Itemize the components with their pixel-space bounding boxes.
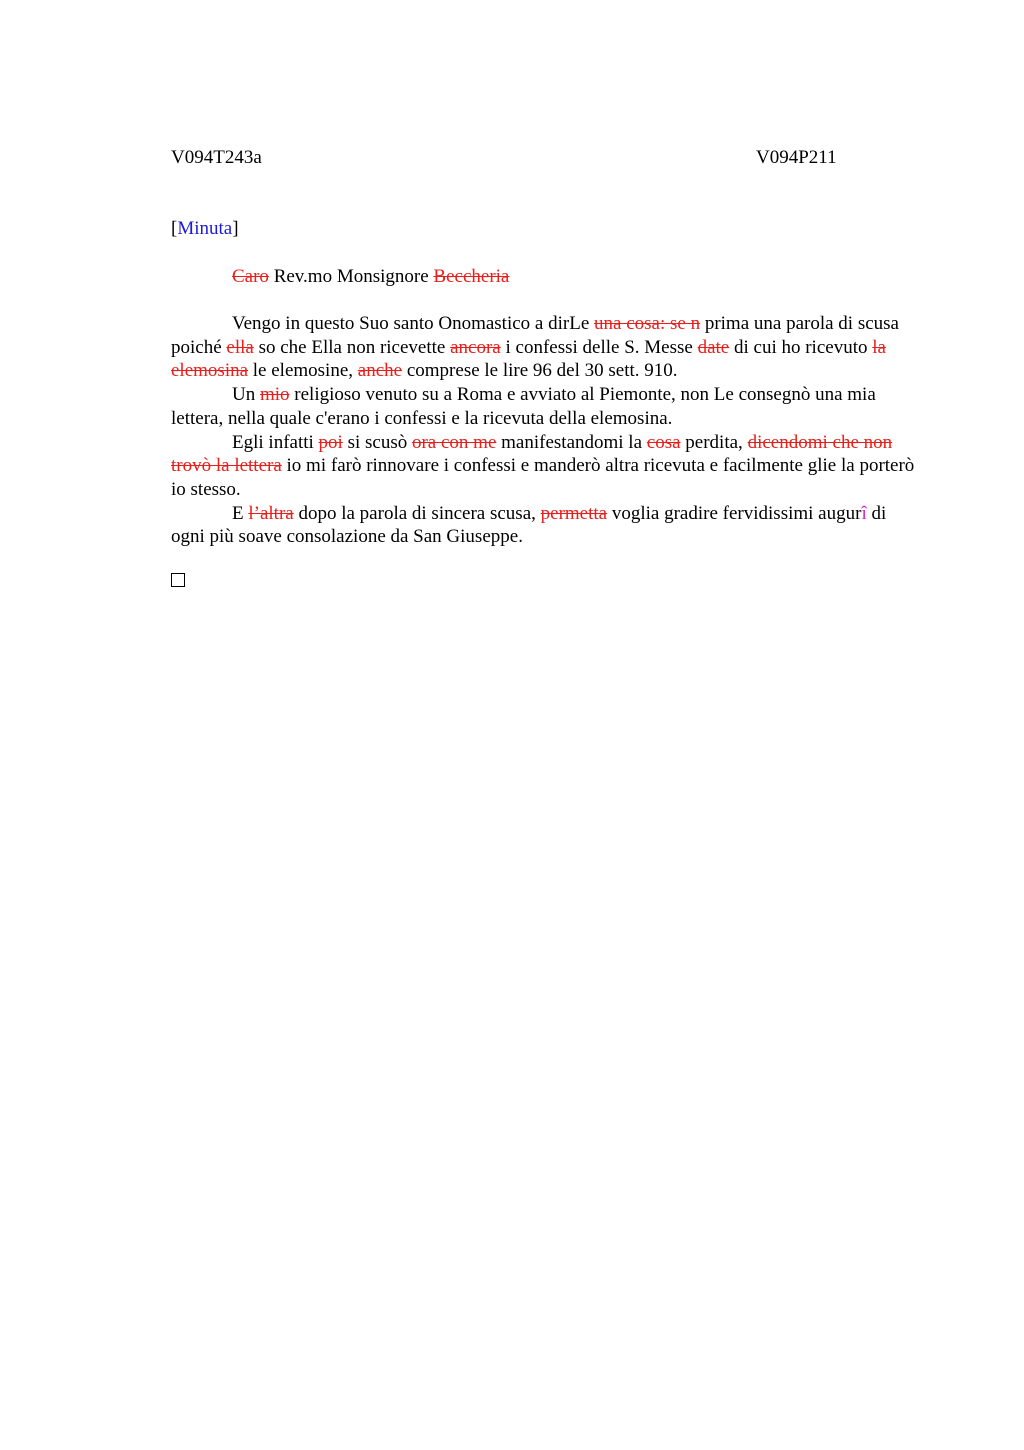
label-close-bracket: ] [232,218,239,239]
text-run: di cui ho ricevuto [729,336,873,358]
text-run: Vengo in questo Suo santo Onomastico a dirLe [232,313,595,334]
text-run: i confessi delle S. Messe [500,336,698,358]
deleted-text: permetta [540,502,608,524]
deleted-text: Beccheria [433,266,510,287]
label-word: Minuta [177,218,233,239]
deleted-text: Caro [232,266,269,287]
text-run: le elemosine, [248,360,358,382]
letter-body [171,312,923,549]
text-run: so che Ella non ricevette [253,336,451,358]
salutation-text: Rev.mo Monsignore [268,266,434,287]
deleted-text: poi [318,431,343,453]
text-run: dopo la parola di sincera scusa, [293,502,541,524]
text-run: di ogni più soave consolazione da San Giuseppe. [171,502,887,548]
document-page [171,146,923,587]
text-run: perdita, [680,431,748,453]
text-run: comprese le lire 96 del 30 sett. 910. [402,360,678,382]
end-mark-box-icon [171,573,185,587]
text-run: io mi farò rinnovare i confessi e manderò altra ricevuta e facilmente glie la porterò io stesso. [171,455,915,500]
text-run: religioso venuto su a Roma e avviato al Piemonte, non Le consegnò una mia lettera, nella quale c'erano i confessi e la ricevuta della elemosina. [171,384,876,429]
deleted-text: cosa [646,431,681,453]
paragraph-1 [171,312,923,383]
deleted-text: date [697,336,730,358]
paragraph-2 [171,383,923,430]
text-run: prima una parola di scusa poiché [171,313,899,358]
deleted-text: ella [226,336,254,358]
corrected-character: î [861,502,867,524]
text-run: manifestandomi la [496,431,647,453]
deleted-text: una cosa: se n [594,313,701,334]
text-run: Un [232,384,260,406]
text-run: E [232,502,249,524]
salutation [171,265,923,289]
deleted-text: la elemosina [171,336,886,382]
deleted-text: anche [357,360,403,382]
paragraph-3 [171,431,923,502]
document-code-right: V094P211 [756,147,837,168]
minuta-label [171,217,923,241]
text-run: Egli infatti [232,431,319,453]
document-header [171,146,923,170]
label-open-bracket: [ [171,218,178,239]
deleted-text: ancora [450,336,501,358]
text-run: si scusò [342,431,412,453]
deleted-text: ora con me [411,431,497,453]
paragraph-4 [171,502,923,549]
text-run: voglia gradire fervidissimi augur [607,502,862,524]
deleted-text: l’altra [248,502,294,524]
document-code-left: V094T243a [171,147,262,168]
deleted-text: mio [259,384,290,406]
deleted-text: dicendomi che non trovò la lettera [171,431,893,477]
